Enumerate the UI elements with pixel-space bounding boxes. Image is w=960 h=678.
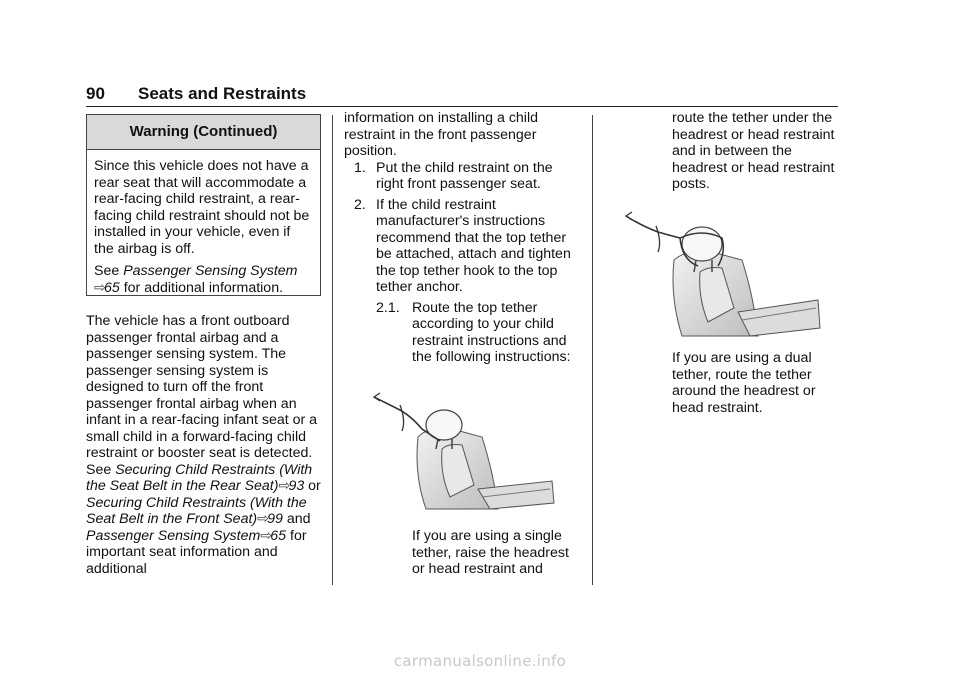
col3-continuation: route the tether under the headrest or head restraint and in between the headrest or head restraint posts. — [672, 110, 835, 192]
ref-link-passenger-sensing[interactable]: Passenger Sensing System — [86, 527, 261, 544]
ref-page-passenger-sensing[interactable]: 65 — [270, 527, 287, 544]
page-header — [86, 84, 838, 107]
dual-tether-caption: If you are using a dual tether, route the tether around the headrest or head restraint. — [672, 350, 816, 416]
step-1-number: 1. — [354, 159, 366, 176]
page-reference-arrow-icon: ⇨ — [260, 527, 273, 544]
dual-tether-illustration — [622, 208, 822, 338]
page-reference-arrow-icon: ⇨ — [257, 511, 270, 527]
page-number: 90 — [86, 84, 105, 103]
column-2-text — [344, 110, 580, 366]
column-divider-right — [592, 115, 593, 585]
single-tether-caption: If you are using a single tether, raise the headrest or head restraint and — [412, 528, 569, 577]
ref-page-front-seat[interactable]: 99 — [267, 511, 283, 527]
warning-see-page[interactable]: 65 — [104, 279, 120, 296]
warning-see-reference: See Passenger Sensing System ⇨65 for additional information. — [94, 263, 298, 296]
column-divider-left — [332, 115, 333, 585]
warning-body — [87, 150, 320, 296]
step-2-1-text: Route the top tether according to your child restraint instructions and the following instructions: — [412, 299, 571, 365]
page-reference-arrow-icon: ⇨ — [278, 478, 291, 494]
column-1-text — [86, 313, 322, 577]
ref-link-rear-seat[interactable]: Securing Child Restraints (With the Seat Belt in the Rear Seat) — [86, 461, 313, 494]
col2-intro: information on installing a child restraint in the front passenger position. — [344, 110, 539, 159]
ref-page-rear-seat[interactable]: 93 — [288, 478, 305, 494]
column-3-text — [672, 110, 842, 193]
watermark: carmanualsonline.info — [393, 652, 567, 670]
warning-see-link[interactable]: Passenger Sensing System — [123, 263, 298, 279]
section-title: Seats and Restraints — [138, 84, 307, 103]
step-2-1-number: 2.1. — [376, 299, 400, 316]
warning-paragraph: Since this vehicle does not have a rear seat that will accommodate a rear-facing child restraint, a rear-facing child restraint should not be installed in your vehicle, even if the airbag is off. — [94, 158, 310, 257]
col1-paragraph: The vehicle has a front outboard passenger frontal airbag and a passenger sensing system. The passenger sensing system is designed to turn off the front passenger frontal airbag when an infant in a rear-facing infant seat or a small child in a forward-facing child restraint or booster seat is detected. See Securing Child Restraints (With the Seat Belt in the Rear Seat)⇨93 or Securing Child Restraints (With the Seat Belt in the Front Seat)⇨99 and Passenger Sensing System⇨65 for important seat information and additional — [86, 313, 321, 577]
warning-title: Warning (Continued) — [87, 115, 320, 150]
step-2-text: If the child restraint manufacturer's instructions recommend that the top tether be attached, attach and tighten the top tether hook to the top tether anchor. — [376, 196, 571, 295]
ref-link-front-seat[interactable]: Securing Child Restraints (With the Seat Belt in the Front Seat) — [86, 494, 307, 527]
step-1-text: Put the child restraint on the right front passenger seat. — [376, 159, 553, 192]
page-reference-arrow-icon: ⇨ — [94, 279, 106, 296]
step-2-1 — [344, 300, 580, 366]
step-2 — [344, 197, 580, 296]
step-2-number: 2. — [354, 196, 366, 213]
step-1 — [344, 160, 580, 193]
warning-box — [86, 114, 321, 296]
single-tether-illustration — [370, 385, 556, 513]
